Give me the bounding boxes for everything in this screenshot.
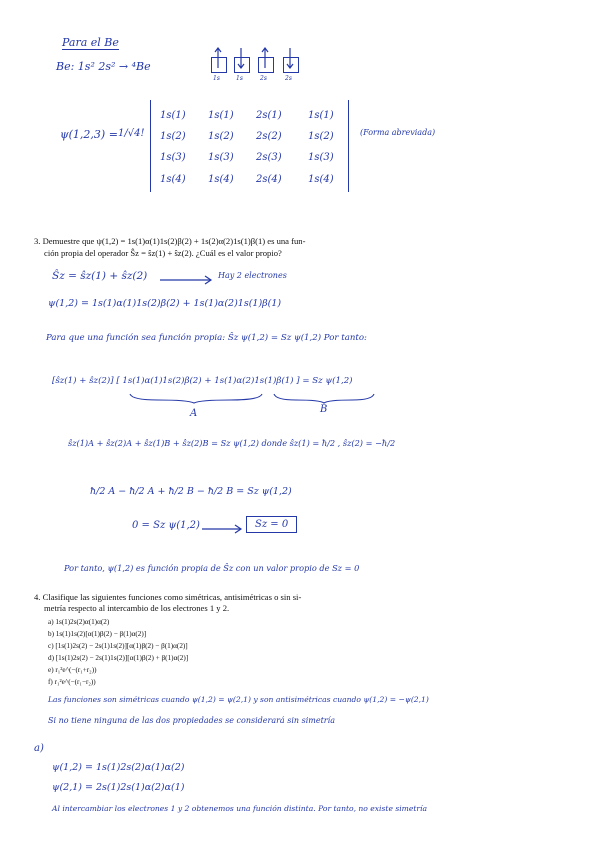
p4-part-a-conclusion: Al intercambiar los electrones 1 y 2 obtenemos una función distinta. Por tanto, no existe simetría	[52, 804, 428, 813]
p3-conclusion: Por tanto, ψ(1,2) es función propia de Ŝz con un valor propio de Sz = 0	[64, 563, 360, 573]
p3-line2: ψ(1,2) = 1s(1)α(1)1s(2)β(2) + 1s(1)α(2)1s(1)β(1)	[48, 298, 282, 309]
problem3-statement-line1: 3. Demuestre que ψ(1,2) = 1s(1)α(1)1s(2)β(2) + 1s(2)α(2)1s(1)β(1) es una fun-	[34, 236, 306, 246]
det-cell: 2s(3)	[256, 152, 282, 163]
spin-arrows-icon	[0, 0, 600, 90]
det-cell: 1s(1)	[208, 110, 234, 121]
be-config: Be: 1s² 2s² → ⁴Be	[56, 60, 151, 73]
p4-part-a-label: a)	[34, 743, 44, 754]
problem4-item-a: a) 1s(1)2s(2)α(1)α(2)	[48, 618, 110, 626]
label-a: A	[190, 408, 198, 419]
det-note: (Forma abreviada)	[360, 128, 436, 137]
problem4-statement-line2: metría respecto al intercambio de los electrones 1 y 2.	[44, 603, 230, 613]
det-left-bar	[150, 100, 151, 192]
det-cell: 2s(2)	[256, 131, 282, 142]
det-lhs: ψ(1,2,3) =	[60, 128, 118, 141]
p3-line1: Ŝz = ŝz(1) + ŝz(2)	[52, 270, 148, 282]
p4-part-a-line1: ψ(1,2) = 1s(1)2s(2)α(1)α(2)	[52, 762, 185, 773]
orbital-label-3: 2s	[260, 75, 267, 82]
det-cell: 2s(4)	[256, 174, 282, 185]
p3-line4: [ŝz(1) + ŝz(2)] [ 1s(1)α(1)1s(2)β(2) + 1s(1)α(2)1s(1)β(1) ] = Sz ψ(1,2)	[52, 376, 353, 386]
problem4-item-d: d) [1s(1)2s(2) − 2s(1)1s(2)][α(1)β(2) + β(1)α(2)]	[48, 654, 189, 662]
underbrace-b	[272, 392, 382, 404]
problem4-item-f: f) r₁²e^(−(r₁−r₂))	[48, 678, 96, 686]
det-cell: 1s(4)	[160, 174, 186, 185]
orbital-label-4: 2s	[285, 75, 292, 82]
problem4-item-b: b) 1s(1)1s(2)[α(1)β(2) − β(1)α(2)]	[48, 630, 147, 638]
sz-result-box: Sz = 0	[246, 516, 297, 533]
det-cell: 1s(1)	[308, 110, 334, 121]
p3-line5: ŝz(1)A + ŝz(2)A + ŝz(1)B + ŝz(2)B = Sz ψ(1,2) donde ŝz(1) = ħ/2 , ŝz(2) = −ħ/2	[68, 438, 396, 448]
det-cell: 1s(2)	[208, 131, 234, 142]
det-cell: 1s(1)	[160, 110, 186, 121]
det-prefactor: 1/√4!	[118, 128, 145, 139]
problem4-item-e: e) r₁²e^(−(r₁+r₂))	[48, 666, 97, 674]
be-heading: Para el Be	[62, 36, 119, 49]
label-b: B	[320, 404, 328, 415]
p3-line1-note: Hay 2 electrones	[218, 271, 287, 280]
p3-line6: ħ/2 A − ħ/2 A + ħ/2 B − ħ/2 B = Sz ψ(1,2)	[90, 486, 292, 497]
orbital-label-2: 1s	[236, 75, 243, 82]
det-cell: 1s(3)	[160, 152, 186, 163]
p3-line7: 0 = Sz ψ(1,2)	[132, 520, 200, 531]
p4-answer-line2: Si no tiene ninguna de las dos propiedades se considerará sin simetría	[48, 716, 335, 725]
det-cell: 1s(4)	[208, 174, 234, 185]
det-right-bar	[348, 100, 349, 192]
det-cell: 1s(3)	[308, 152, 334, 163]
underbrace-a	[128, 392, 268, 404]
orbital-label-1: 1s	[213, 75, 220, 82]
problem4-item-c: c) [1s(1)2s(2) − 2s(1)1s(2)][α(1)β(2) − β(1)α(2)]	[48, 642, 188, 650]
p4-part-a-line2: ψ(2,1) = 2s(1)2s(1)α(2)α(1)	[52, 782, 185, 793]
det-cell: 1s(2)	[308, 131, 334, 142]
problem4-statement-line1: 4. Clasifique las siguientes funciones como simétricas, antisimétricas o sin si-	[34, 592, 302, 602]
p3-line3: Para que una función sea función propia: Ŝz ψ(1,2) = Sz ψ(1,2) Por tanto:	[46, 333, 367, 343]
arrow-right-icon	[158, 274, 218, 286]
arrow-right-icon	[200, 523, 250, 535]
det-cell: 1s(4)	[308, 174, 334, 185]
p4-answer-line1: Las funciones son simétricas cuando ψ(1,2) = ψ(2,1) y son antisimétricas cuando ψ(1,2) = −ψ(2,1)	[48, 695, 429, 704]
det-cell: 2s(1)	[256, 110, 282, 121]
problem3-statement-line2: ción propia del operador Ŝz = ŝz(1) + ŝz(2). ¿Cuál es el valor propio?	[44, 248, 282, 258]
det-cell: 1s(2)	[160, 131, 186, 142]
det-cell: 1s(3)	[208, 152, 234, 163]
